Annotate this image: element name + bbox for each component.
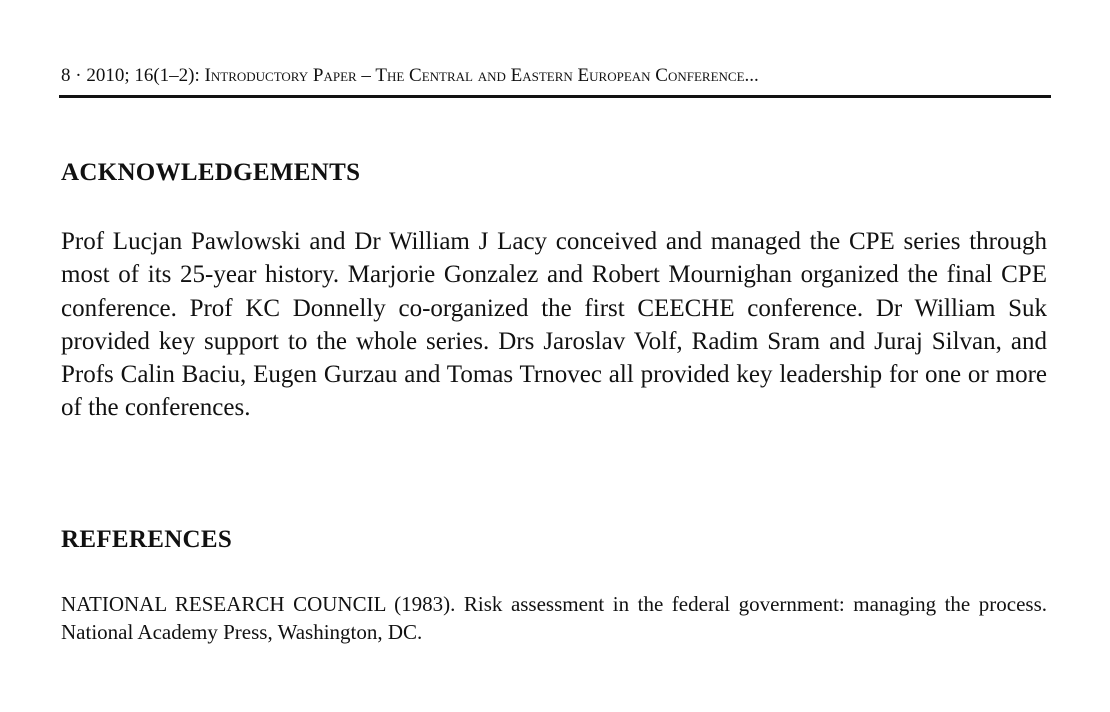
acknowledgements-body: Prof Lucjan Pawlowski and Dr William J Lacy conceived and managed the CPE series through most of its 25-year history. Marjorie Gonzalez and Robert Mournighan organized the final CPE conference. Prof KC Donnelly co-organized the first CEECHE conference. Dr William Suk provided key support to the whole series. Drs Jaroslav Volf, Radim Sram and Juraj Silvan, and Profs Calin Baciu, Eugen Gurzau and Tomas Trnovec all provided key leadership for one or more of the conferences. xyxy=(61,228,1047,422)
running-header: 8 · 2010; 16(1–2): Introductory Paper – The Central and Eastern European Conference... xyxy=(61,65,759,86)
acknowledgements-heading: ACKNOWLEDGEMENTS xyxy=(61,159,361,186)
reference-entry: NATIONAL RESEARCH COUNCIL (1983). Risk assessment in the federal government: managing the process. National Academy Press, Washington, DC. xyxy=(61,592,1047,644)
references-heading: REFERENCES xyxy=(61,526,233,553)
header-rule xyxy=(59,95,1051,98)
